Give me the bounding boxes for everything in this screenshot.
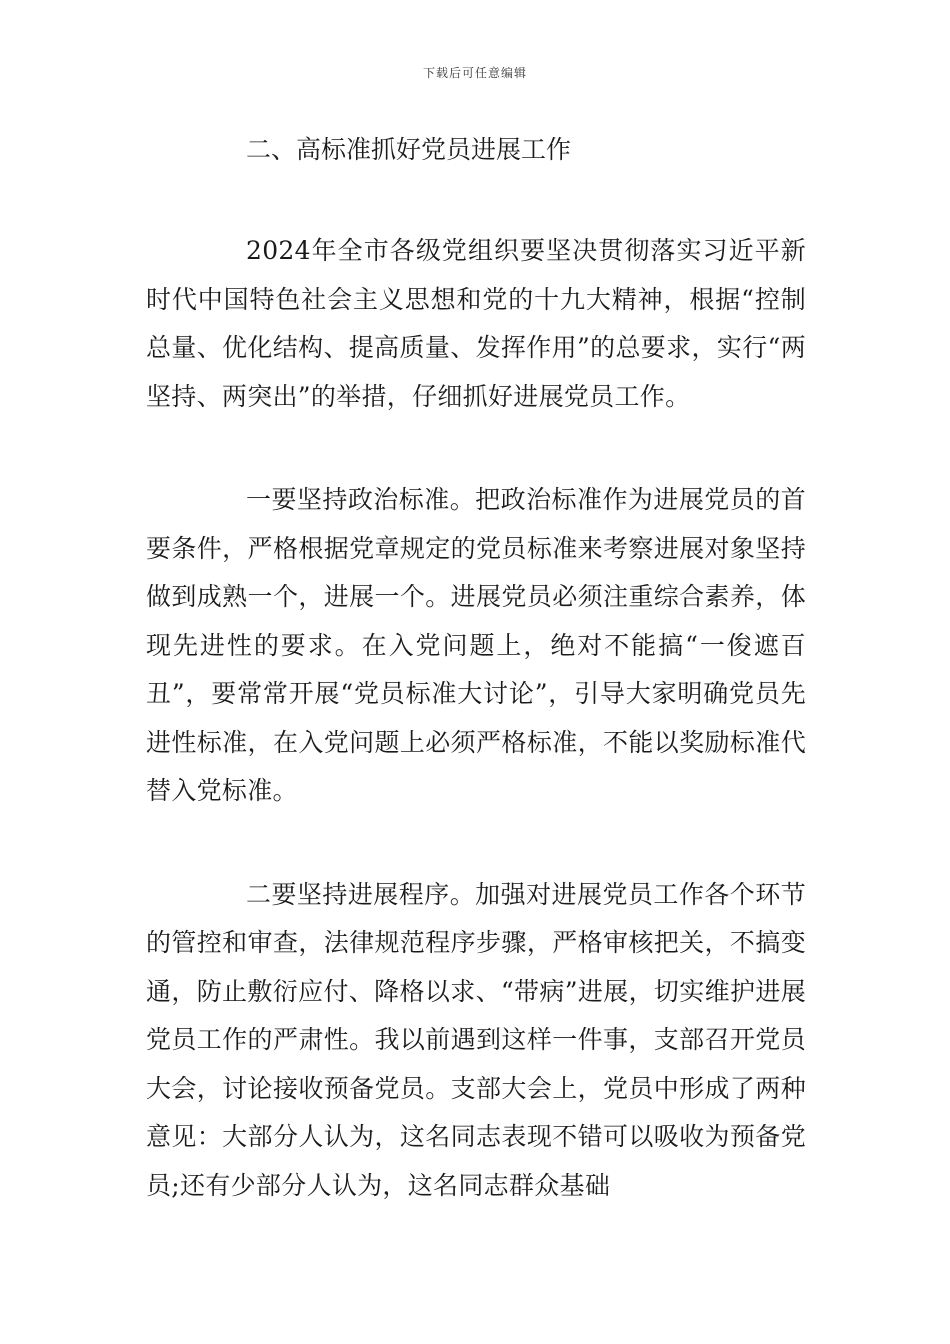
document-body <box>146 126 806 1265</box>
paragraph-procedure: 二要坚持进展程序。加强对进展党员工作各个环节的管控和审查，法律规范程序步骤，严格审核把关，不搞变通，防止敷衍应付、降格以求、“带病”进展，切实维护进展党员工作的严肃性。我以前遇到这样一件事，支部召开党员大会，讨论接收预备党员。支部大会上，党员中形成了两种意见：大部分人认为，这名同志表现不错可以吸收为预备党员;还有少部分人认为，这名同志群众基础 <box>146 879 806 1200</box>
paragraph-intro: 2024年全市各级党组织要坚决贯彻落实习近平新时代中国特色社会主义思想和党的十九大精神，根据“控制总量、优化结构、提高质量、发挥作用”的总要求，实行“两坚持、两突出”的举措，仔细抓好进展党员工作。 <box>146 236 806 411</box>
paragraph-political-standard: 一要坚持政治标准。把政治标准作为进展党员的首要条件，严格根据党章规定的党员标准来考察进展对象坚持做到成熟一个，进展一个。进展党员必须注重综合素养，体现先进性的要求。在入党问题上，绝对不能搞“一俊遮百丑”，要常常开展“党员标准大讨论”，引导大家明确党员先进性标准，在入党问题上必须严格标准，不能以奖励标准代替入党标准。 <box>146 485 806 805</box>
header-note: 下载后可任意编辑 <box>422 66 527 80</box>
section-heading: 二、高标准抓好党员进展工作 <box>246 135 572 164</box>
